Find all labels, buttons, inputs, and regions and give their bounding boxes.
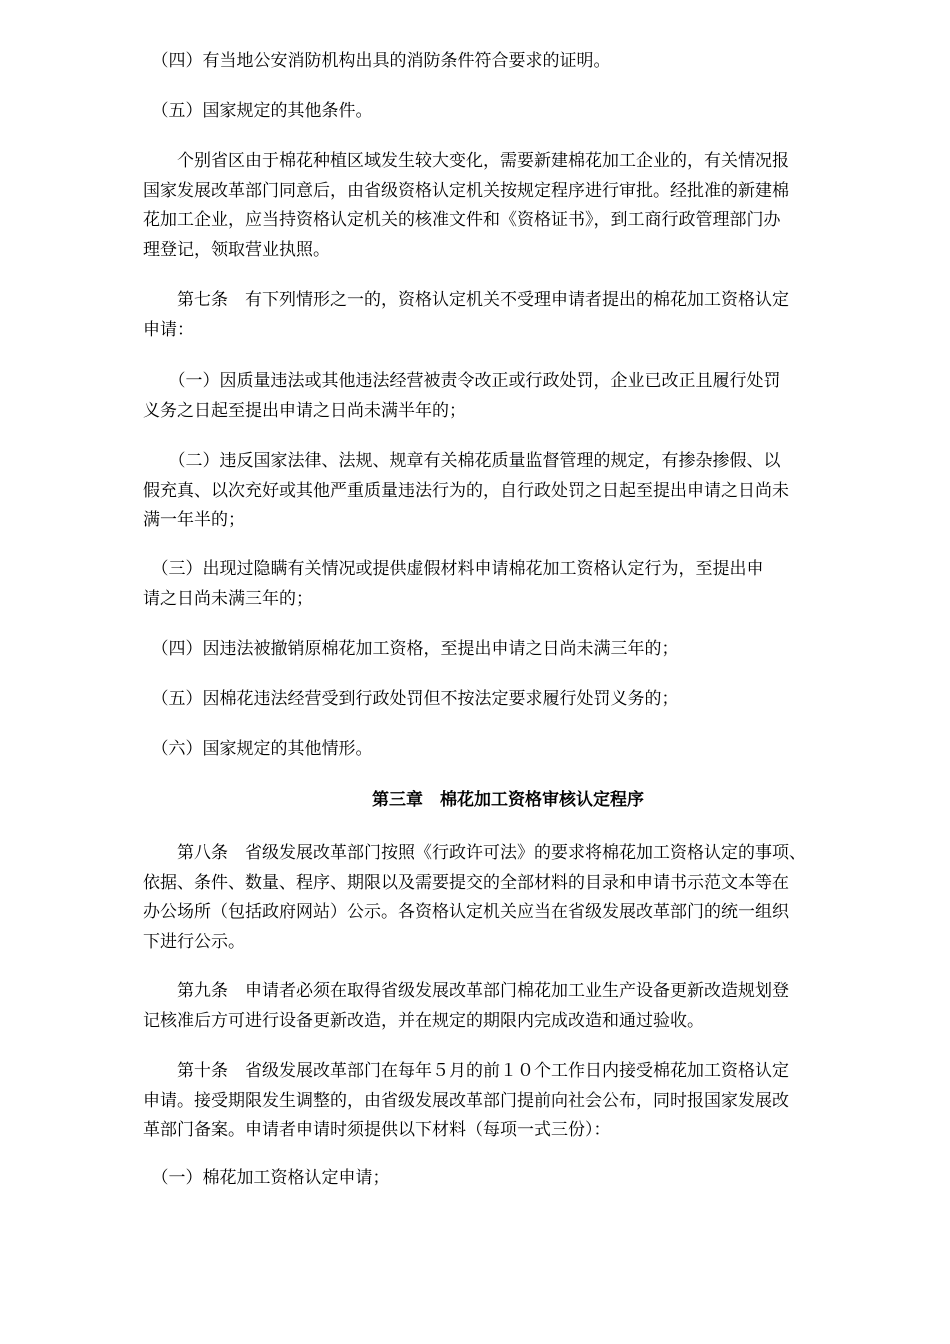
paragraph-article-7-item-1: [143, 367, 873, 426]
paragraph-article-9: [143, 977, 873, 1036]
text-line: 理登记，领取营业执照。: [143, 239, 330, 260]
text-line: 申请：: [143, 319, 194, 340]
text-line: 第七条 有下列情形之一的，资格认定机关不受理申请者提出的棉花加工资格认定: [143, 290, 789, 310]
text-line: 国家发展改革部门同意后，由省级资格认定机关按规定程序进行审批。经批准的新建棉: [143, 180, 789, 201]
text-line: （六）国家规定的其他情形。: [143, 739, 373, 759]
paragraph-article-7-item-3: [143, 555, 873, 614]
text-line: 下进行公示。: [143, 931, 245, 952]
paragraph-article-7-item-2: [143, 447, 873, 536]
text-line: 个别省区由于棉花种植区域发生较大变化，需要新建棉花加工企业的，有关情况报: [143, 151, 789, 171]
text-line: 花加工企业，应当持资格认定机关的核准文件和《资格证书》，到工商行政管理部门办: [143, 210, 781, 230]
text-line: （五）国家规定的其他条件。: [143, 101, 373, 121]
text-line: （三）出现过隐瞒有关情况或提供虚假材料申请棉花加工资格认定行为，至提出申: [143, 559, 764, 579]
text-line: （一）因质量违法或其他违法经营被责令改正或行政处罚，企业已改正且履行处罚: [143, 371, 781, 391]
text-line: 革部门备案。申请者申请时须提供以下材料（每项一式三份）：: [143, 1120, 611, 1140]
text-line: （四）因违法被撤销原棉花加工资格，至提出申请之日尚未满三年的；: [143, 639, 679, 659]
paragraph-article-8: [143, 839, 873, 957]
paragraph-article-10: [143, 1057, 873, 1146]
paragraph-article-10-item-1: [143, 1164, 873, 1194]
paragraph-other-conditions: [143, 97, 873, 127]
text-line: （二）违反国家法律、法规、规章有关棉花质量监督管理的规定，有掺杂掺假、以: [143, 451, 781, 471]
chapter-heading: 第三章 棉花加工资格审核认定程序: [372, 790, 644, 810]
text-line: 假充真、以次充好或其他严重质量违法行为的，自行政处罚之日起至提出申请之日尚未: [143, 480, 789, 501]
text-line: 请之日尚未满三年的；: [143, 588, 313, 609]
text-line: 满一年半的；: [143, 510, 245, 530]
text-line: 办公场所（包括政府网站）公示。各资格认定机关应当在省级发展改革部门的统一组织: [143, 902, 789, 922]
text-line: 第九条 申请者必须在取得省级发展改革部门棉花加工业生产设备更新改造规划登: [143, 981, 789, 1001]
text-line: 申请。接受期限发生调整的，由省级发展改革部门提前向社会公布，同时报国家发展改: [143, 1090, 789, 1111]
paragraph-article-7: [143, 286, 873, 345]
text-line: 依据、条件、数量、程序、期限以及需要提交的全部材料的目录和申请书示范文本等在: [143, 872, 789, 893]
paragraph-article-7-item-5: [143, 685, 873, 715]
paragraph-article-7-item-6: [143, 735, 873, 765]
paragraph-new-enterprise: [143, 147, 873, 265]
text-line: 义务之日起至提出申请之日尚未满半年的；: [143, 400, 466, 421]
text-line: 记核准后方可进行设备更新改造，并在规定的期限内完成改造和通过验收。: [143, 1010, 704, 1031]
text-line: （一）棉花加工资格认定申请；: [143, 1168, 390, 1188]
paragraph-article-7-item-4: [143, 635, 873, 665]
text-line: （五）因棉花违法经营受到行政处罚但不按法定要求履行处罚义务的；: [143, 689, 679, 709]
text-line: 第十条 省级发展改革部门在每年５月的前１０个工作日内接受棉花加工资格认定: [143, 1061, 789, 1081]
text-line: （四）有当地公安消防机构出具的消防条件符合要求的证明。: [143, 51, 611, 71]
paragraph-fire-safety-proof: [143, 47, 873, 77]
text-line: 第八条 省级发展改革部门按照《行政许可法》的要求将棉花加工资格认定的事项、: [143, 843, 806, 863]
